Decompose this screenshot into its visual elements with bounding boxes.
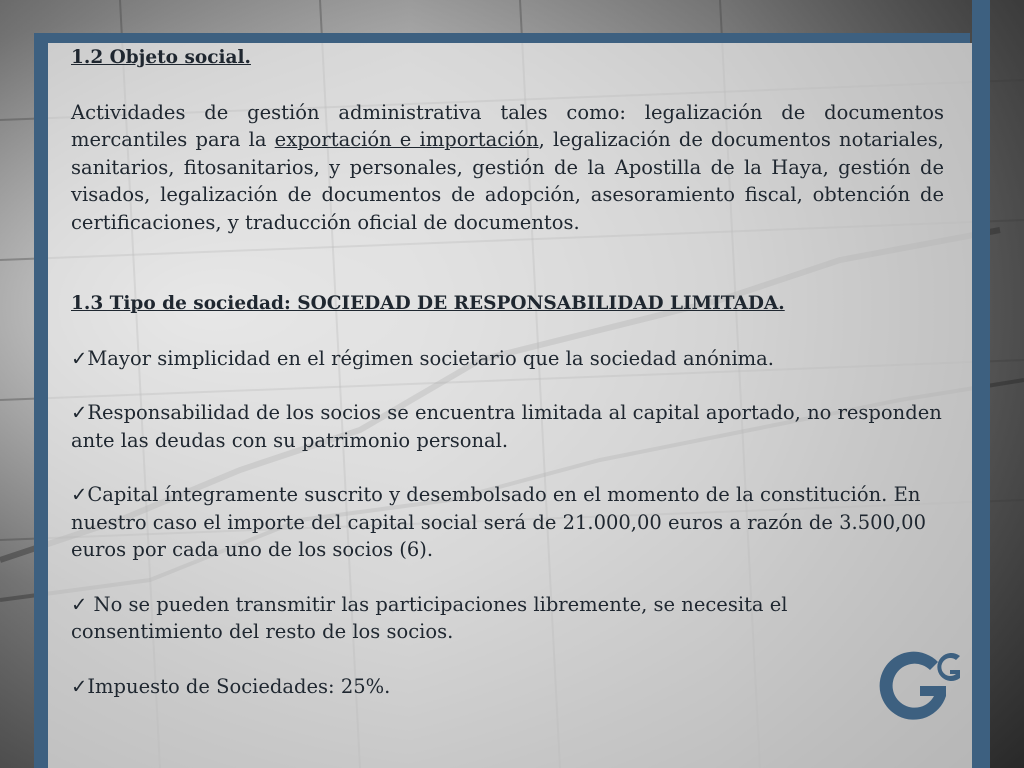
bullet-item: ✓Capital íntegramente suscrito y desembolsado en el momento de la constitución. En nuestro caso el importe del capital social será de 21.000,00 euros a razón de 3.500,00 euros por cada uno de los socios (6). xyxy=(71,483,926,561)
bullet-item: ✓Mayor simplicidad en el régimen societario que la sociedad anónima. xyxy=(71,346,774,370)
section-heading-tipo-sociedad: 1.3 Tipo de sociedad: SOCIEDAD DE RESPONSABILIDAD LIMITADA. xyxy=(71,293,785,314)
gg-logo-icon xyxy=(876,640,968,724)
paragraph-text-start: Actividades de gestión administrativa tales como: legalización de documentos mercantiles para la xyxy=(71,100,944,151)
bullet-item: ✓ No se pueden transmitir las participaciones libremente, se necesita el consentimiento del resto de los socios. xyxy=(71,592,788,643)
bullet-item: ✓Responsabilidad de los socios se encuentra limitada al capital aportado, no responden ante las deudas con su patrimonio personal. xyxy=(71,401,942,452)
bullet-item: ✓Impuesto de Sociedades: 25%. xyxy=(71,674,391,698)
objeto-social-paragraph xyxy=(71,99,944,237)
section-heading-objeto-social: 1.2 Objeto social. xyxy=(71,47,251,68)
frame-top-bar xyxy=(34,33,970,43)
frame-left-bar xyxy=(34,33,48,768)
frame-right-bar xyxy=(972,0,990,768)
slide-content xyxy=(71,44,944,700)
paragraph-text-end: , legalización de documentos notariales, sanitarios, fitosanitarios, y personales, gestión de la Apostilla de la Haya, gestión de visados, legalización de documentos de adopción, asesoramiento fiscal, obtención de certificaciones, y traducción oficial de documentos. xyxy=(71,128,944,234)
exportacion-importacion-link[interactable]: exportación e importación xyxy=(274,128,539,151)
